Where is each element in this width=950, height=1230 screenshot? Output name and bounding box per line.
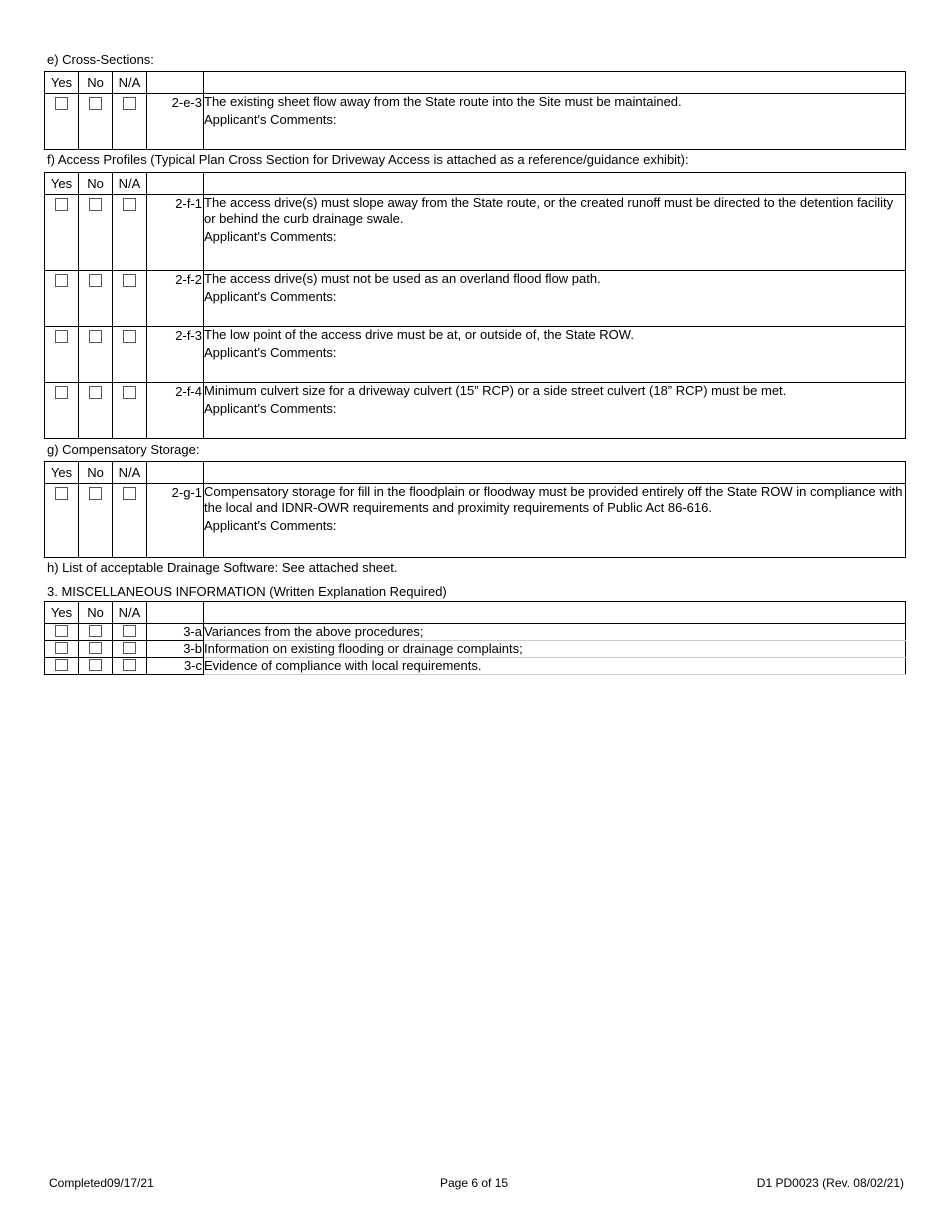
item-code: 2-g-1 bbox=[171, 485, 202, 500]
no-checkbox[interactable] bbox=[89, 330, 102, 343]
section-g-title: g) Compensatory Storage: bbox=[47, 442, 200, 457]
item-text: Minimum culvert size for a driveway culvert (15” RCP) or a side street culvert (18” RCP) must be met. bbox=[204, 383, 787, 398]
yes-checkbox[interactable] bbox=[55, 625, 68, 637]
no-checkbox[interactable] bbox=[89, 642, 102, 654]
item-row bbox=[45, 94, 906, 150]
item-row bbox=[45, 658, 906, 675]
item-code: 2-f-3 bbox=[175, 328, 202, 343]
footer-page-number: Page 6 of 15 bbox=[440, 1176, 509, 1190]
section-f-title: f) Access Profiles (Typical Plan Cross Section for Driveway Access is attached as a reference/guidance exhibit): bbox=[47, 152, 689, 167]
item-text: The access drive(s) must not be used as an overland flood flow path. bbox=[204, 271, 601, 286]
yes-header: Yes bbox=[45, 173, 79, 195]
na-checkbox[interactable] bbox=[123, 198, 136, 211]
item-code: 2-f-2 bbox=[175, 272, 202, 287]
no-checkbox[interactable] bbox=[89, 625, 102, 637]
section-e-table bbox=[44, 71, 906, 150]
na-checkbox[interactable] bbox=[123, 642, 136, 654]
yes-checkbox[interactable] bbox=[55, 97, 68, 110]
no-checkbox[interactable] bbox=[89, 274, 102, 287]
na-header: N/A bbox=[113, 173, 147, 195]
item-text: Information on existing flooding or drainage complaints; bbox=[204, 641, 906, 658]
na-header: N/A bbox=[113, 602, 147, 624]
na-checkbox[interactable] bbox=[123, 274, 136, 287]
yes-checkbox[interactable] bbox=[55, 274, 68, 287]
footer-form-id: D1 PD0023 (Rev. 08/02/21) bbox=[756, 1176, 904, 1190]
item-row bbox=[45, 383, 906, 439]
no-checkbox[interactable] bbox=[89, 386, 102, 399]
section-3-table bbox=[44, 601, 906, 675]
yes-checkbox[interactable] bbox=[55, 386, 68, 399]
na-checkbox[interactable] bbox=[123, 386, 136, 399]
item-code: 3-c bbox=[183, 658, 202, 673]
applicant-comments-label: Applicant's Comments: bbox=[204, 401, 337, 416]
yes-header: Yes bbox=[45, 72, 79, 94]
completed-label: Completed bbox=[49, 1176, 108, 1190]
yes-checkbox[interactable] bbox=[55, 487, 68, 500]
applicant-comments-label: Applicant's Comments: bbox=[204, 345, 337, 360]
item-row bbox=[45, 641, 906, 658]
section-3-title: 3. MISCELLANEOUS INFORMATION (Written Explanation Required) bbox=[47, 584, 447, 599]
na-checkbox[interactable] bbox=[123, 659, 136, 671]
yes-checkbox[interactable] bbox=[55, 642, 68, 654]
item-row bbox=[45, 327, 906, 383]
item-text: The existing sheet flow away from the State route into the Site must be maintained. bbox=[204, 94, 682, 109]
item-text: Compensatory storage for fill in the floodplain or floodway must be provided entirely off the State ROW in compliance with the local and IDNR-OWR requirements and proximity requirements of Public Act 86-616. bbox=[204, 484, 903, 515]
no-header: No bbox=[79, 72, 113, 94]
na-checkbox[interactable] bbox=[123, 625, 136, 637]
na-header: N/A bbox=[113, 462, 147, 484]
item-code: 2-e-3 bbox=[171, 95, 202, 110]
yes-checkbox[interactable] bbox=[55, 198, 68, 211]
no-checkbox[interactable] bbox=[89, 659, 102, 671]
item-text: The low point of the access drive must be at, or outside of, the State ROW. bbox=[204, 327, 634, 342]
applicant-comments-label: Applicant's Comments: bbox=[204, 229, 337, 244]
na-checkbox[interactable] bbox=[123, 330, 136, 343]
na-checkbox[interactable] bbox=[123, 487, 136, 500]
section-f-table bbox=[44, 172, 906, 439]
item-code: 2-f-4 bbox=[175, 384, 202, 399]
no-checkbox[interactable] bbox=[89, 487, 102, 500]
section-h-title: h) List of acceptable Drainage Software: See attached sheet. bbox=[47, 560, 398, 575]
item-text: Evidence of compliance with local requirements. bbox=[204, 658, 906, 675]
applicant-comments-label: Applicant's Comments: bbox=[204, 518, 337, 533]
applicant-comments-label: Applicant's Comments: bbox=[204, 289, 337, 304]
no-checkbox[interactable] bbox=[89, 198, 102, 211]
item-text: Variances from the above procedures; bbox=[204, 624, 906, 641]
item-text: The access drive(s) must slope away from the State route, or the created runoff must be directed to the detention facility or behind the curb drainage swale. bbox=[204, 195, 894, 226]
section-e-title: e) Cross-Sections: bbox=[47, 52, 154, 67]
item-row bbox=[45, 484, 906, 558]
no-checkbox[interactable] bbox=[89, 97, 102, 110]
no-header: No bbox=[79, 462, 113, 484]
yes-checkbox[interactable] bbox=[55, 330, 68, 343]
na-header: N/A bbox=[113, 72, 147, 94]
completed-date: 09/17/21 bbox=[107, 1176, 154, 1190]
item-row bbox=[45, 195, 906, 271]
applicant-comments-label: Applicant's Comments: bbox=[204, 112, 337, 127]
item-code: 3-b bbox=[183, 641, 202, 656]
item-code: 2-f-1 bbox=[175, 196, 202, 211]
item-row bbox=[45, 271, 906, 327]
yes-checkbox[interactable] bbox=[55, 659, 68, 671]
yes-header: Yes bbox=[45, 462, 79, 484]
yes-header: Yes bbox=[45, 602, 79, 624]
item-row bbox=[45, 624, 906, 641]
footer-completed bbox=[49, 1176, 154, 1190]
na-checkbox[interactable] bbox=[123, 97, 136, 110]
section-g-table bbox=[44, 461, 906, 558]
no-header: No bbox=[79, 173, 113, 195]
item-code: 3-a bbox=[183, 624, 202, 639]
no-header: No bbox=[79, 602, 113, 624]
